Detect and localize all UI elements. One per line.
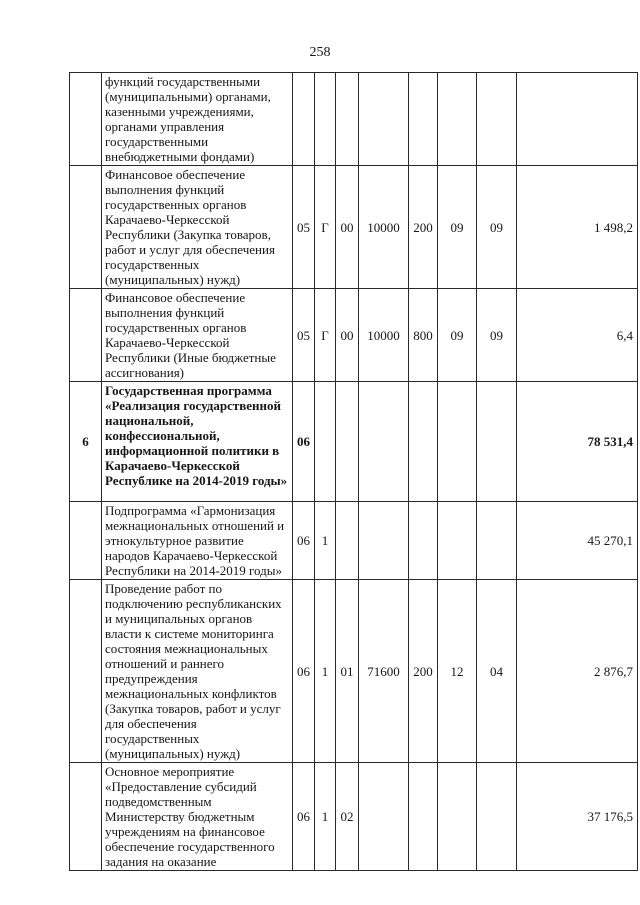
- code-cell: [409, 382, 438, 502]
- row-name: Финансовое обеспечение выполнения функций государственных органов Карачаево-Черкесской Республики (Иные бюджетные ассигнования): [102, 289, 293, 382]
- code-cell: [359, 763, 409, 871]
- code-cell: [359, 73, 409, 166]
- row-number: [70, 166, 102, 289]
- code-cell: 06: [293, 502, 315, 580]
- amount-cell: 6,4: [517, 289, 638, 382]
- table-row: [70, 502, 638, 580]
- code-cell: 05: [293, 166, 315, 289]
- code-cell: [438, 73, 477, 166]
- row-number: [70, 73, 102, 166]
- code-cell: [477, 763, 517, 871]
- code-cell: 05: [293, 289, 315, 382]
- amount-cell: 37 176,5: [517, 763, 638, 871]
- amount-cell: 1 498,2: [517, 166, 638, 289]
- code-cell: 800: [409, 289, 438, 382]
- code-cell: 09: [477, 166, 517, 289]
- code-cell: 09: [477, 289, 517, 382]
- row-name: Финансовое обеспечение выполнения функций государственных органов Карачаево-Черкесской Республики (Закупка товаров, работ и услуг для обеспечения государственных (муниципальных) нужд): [102, 166, 293, 289]
- code-cell: 71600: [359, 580, 409, 763]
- code-cell: 12: [438, 580, 477, 763]
- code-cell: 1: [315, 502, 336, 580]
- code-cell: 00: [336, 166, 359, 289]
- code-cell: [359, 502, 409, 580]
- code-cell: 200: [409, 580, 438, 763]
- budget-table: [69, 72, 638, 871]
- code-cell: [438, 382, 477, 502]
- code-cell: 09: [438, 166, 477, 289]
- code-cell: [438, 763, 477, 871]
- code-cell: [315, 382, 336, 502]
- code-cell: 04: [477, 580, 517, 763]
- code-cell: [336, 502, 359, 580]
- code-cell: 1: [315, 580, 336, 763]
- code-cell: [409, 502, 438, 580]
- code-cell: [359, 382, 409, 502]
- row-number: [70, 502, 102, 580]
- code-cell: [409, 73, 438, 166]
- code-cell: [293, 73, 315, 166]
- code-cell: [336, 73, 359, 166]
- table-row: [70, 73, 638, 166]
- row-name: Проведение работ по подключению республиканских и муниципальных органов власти к системе мониторинга состояния межнациональных отношений и раннего предупреждения межнациональных конфликтов (Закупка товаров, работ и услуг для обеспечения государственных (муниципальных) нужд): [102, 580, 293, 763]
- code-cell: 10000: [359, 289, 409, 382]
- table-row: [70, 289, 638, 382]
- code-cell: [477, 382, 517, 502]
- amount-cell: 2 876,7: [517, 580, 638, 763]
- amount-cell: 78 531,4: [517, 382, 638, 502]
- row-name: Подпрограмма «Гармонизация межнациональных отношений и этнокультурное развитие народов Карачаево-Черкесской Республики на 2014-2019 годы»: [102, 502, 293, 580]
- code-cell: Г: [315, 166, 336, 289]
- code-cell: [438, 502, 477, 580]
- code-cell: 06: [293, 580, 315, 763]
- code-cell: Г: [315, 289, 336, 382]
- code-cell: [409, 763, 438, 871]
- amount-cell: [517, 73, 638, 166]
- code-cell: 1: [315, 763, 336, 871]
- table-row: [70, 382, 638, 502]
- row-name: Основное мероприятие «Предоставление субсидий подведомственным Министерству бюджетным учреждениям на финансовое обеспечение государственного задания на оказание: [102, 763, 293, 871]
- row-number: [70, 580, 102, 763]
- code-cell: 00: [336, 289, 359, 382]
- code-cell: [477, 73, 517, 166]
- amount-cell: 45 270,1: [517, 502, 638, 580]
- code-cell: [336, 382, 359, 502]
- code-cell: 10000: [359, 166, 409, 289]
- row-name: Государственная программа «Реализация государственной национальной, конфессиональной, информационной политики в Карачаево-Черкесской Республике на 2014-2019 годы»: [102, 382, 293, 502]
- code-cell: 02: [336, 763, 359, 871]
- code-cell: 200: [409, 166, 438, 289]
- code-cell: 06: [293, 382, 315, 502]
- code-cell: [477, 502, 517, 580]
- table-row: [70, 763, 638, 871]
- row-number: [70, 763, 102, 871]
- table-row: [70, 166, 638, 289]
- table-row: [70, 580, 638, 763]
- page-number: 258: [309, 45, 331, 60]
- code-cell: 06: [293, 763, 315, 871]
- code-cell: [315, 73, 336, 166]
- row-number: [70, 289, 102, 382]
- code-cell: 09: [438, 289, 477, 382]
- row-number: 6: [70, 382, 102, 502]
- row-name: функций государственными (муниципальными) органами, казенными учреждениями, органами управления государственными внебюджетными фондами): [102, 73, 293, 166]
- code-cell: 01: [336, 580, 359, 763]
